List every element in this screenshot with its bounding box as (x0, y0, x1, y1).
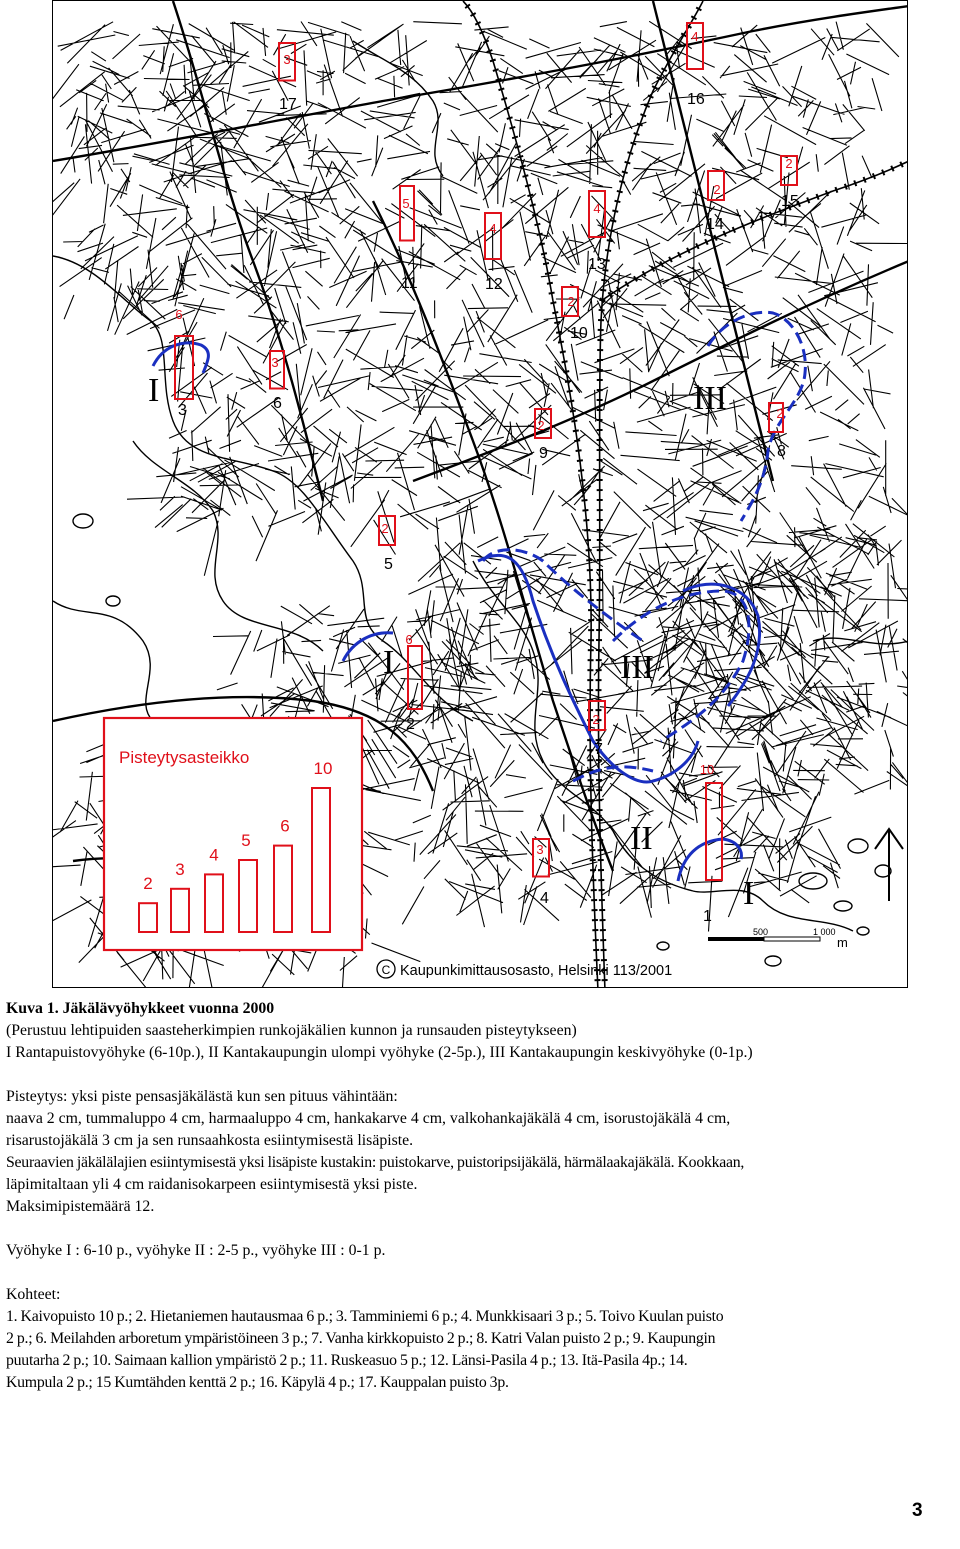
scoring-line-1: naava 2 cm, tummaluppo 4 cm, harmaaluppo 4 cm, hankakarve 4 cm, valkohankajäkälä 4 cm, isorustojäkälä 4 cm, (6, 1110, 731, 1127)
sites-line-1: 1. Kaivopuisto 10 p.; 2. Hietaniemen hautausmaa 6 p.; 3. Tamminiemi 6 p.; 4. Munkkisaari 3 p.; 5. Toivo Kuulan puisto (6, 1308, 724, 1325)
legend-bar-5 (239, 860, 257, 932)
site-3-number: 3 (178, 402, 187, 419)
site-13 (588, 191, 606, 273)
site-11-marker (400, 186, 414, 241)
site-11-score: 5 (402, 196, 410, 211)
site-17-number: 17 (279, 96, 297, 113)
site-4-number: 4 (540, 890, 549, 907)
zone-label-3: I (743, 875, 755, 912)
copyright-text: Kaupunkimittausosasto, Helsinki 113/2001 (400, 963, 673, 979)
site-15-score: 2 (785, 156, 793, 171)
caption-title: Kuva 1. Jäkälävyöhykkeet vuonna 2000 (6, 1000, 275, 1017)
site-6-score: 3 (271, 355, 279, 370)
site-6-number: 6 (273, 395, 282, 412)
site-4-score: 3 (536, 842, 544, 857)
site-13-number: 13 (588, 256, 606, 273)
zone-label-2: I (383, 644, 395, 681)
site-12 (485, 213, 503, 293)
site-8-score: 2 (776, 406, 784, 421)
legend-label-5: 5 (241, 831, 251, 850)
site-14 (706, 171, 724, 233)
site-9-score: 2 (537, 418, 545, 433)
max-line: Maksimipistemäärä 12. (6, 1198, 155, 1215)
zone-label-4: II (630, 820, 653, 857)
figure-caption (6, 998, 956, 1394)
zone-label-5: III (693, 380, 727, 417)
legend-label-10: 10 (313, 759, 333, 778)
site-5-score: 2 (381, 521, 389, 536)
scale-bar-black (708, 937, 764, 941)
site-6 (270, 351, 284, 412)
legend-label-2: 2 (143, 874, 153, 894)
site-13-score: 4 (593, 201, 601, 216)
site-16-score: 4 (691, 29, 699, 44)
sites-line-4: Kumpula 2 p.; 15 Kumtähden kenttä 2 p.; 16. Käpylä 4 p.; 17. Kauppalan puisto 3p. (6, 1374, 509, 1391)
site-9 (535, 409, 551, 462)
site-1-score: 10 (699, 762, 715, 777)
scoring-intro: Pisteytys: yksi piste pensasjäkälästä kun sen pituus vähintään: (6, 1088, 398, 1105)
score-legend (104, 718, 362, 950)
legend-bar-10 (312, 788, 330, 932)
site-16-number: 16 (687, 91, 705, 108)
sites-line-2: 2 p.; 6. Meilahden arboretum ympäristöineen 3 p.; 7. Vanha kirkkopuisto 2 p.; 8. Katri Valan puisto 2 p.; 9. Kaupungin (6, 1330, 716, 1347)
scoring-line-2: risarustojäkälä 3 cm ja sen runsaahkosta esiintymisestä lisäpiste. (6, 1132, 414, 1149)
sites-heading: Kohteet: (6, 1286, 61, 1303)
site-15-number: 15 (781, 193, 799, 210)
site-11 (400, 186, 418, 292)
site-7-number: 7 (594, 741, 603, 758)
sites-line-3: puutarha 2 p.; 10. Saimaan kallion ympäristö 2 p.; 11. Ruskeasuo 5 p.; 12. Länsi-Pasila 4 p.; 13. Itä-Pasila 4p.; 14. (6, 1352, 688, 1369)
site-12-number: 12 (485, 276, 503, 293)
site-3-score: 6 (175, 307, 183, 322)
zones-points: Vyöhyke I : 6-10 p., vyöhyke II : 2-5 p., vyöhyke III : 0-1 p. (6, 1242, 386, 1259)
site-9-number: 9 (539, 445, 548, 462)
site-2-number: 2 (406, 716, 415, 733)
legend-bar-3 (171, 889, 189, 932)
site-17-score: 3 (283, 52, 291, 67)
copyright-notice (377, 960, 672, 979)
scale-bar (708, 927, 848, 950)
site-11-number: 11 (401, 275, 418, 292)
legend-title: Pisteytysasteikko (119, 748, 250, 767)
scale-bar-white (764, 937, 820, 941)
site-7-score: 2 (592, 712, 600, 727)
site-4 (533, 839, 549, 907)
site-2 (405, 632, 422, 733)
page-number: 3 (912, 1500, 923, 1521)
caption-subtitle: (Perustuu lehtipuiden saasteherkimpien runkojäkälien kunnon ja runsauden pisteytykseen) (6, 1022, 577, 1039)
map-canvas (53, 1, 908, 988)
copyright-symbol: C (381, 963, 391, 977)
site-2-marker (408, 646, 422, 709)
zone-label-6: III (620, 649, 654, 686)
legend-bar-6 (274, 846, 292, 932)
site-2-score: 6 (405, 632, 413, 647)
site-5 (379, 516, 395, 573)
site-15 (781, 156, 799, 210)
legend-label-3: 3 (175, 859, 185, 879)
site-8-number: 8 (777, 443, 786, 460)
scale-unit: m (837, 935, 848, 950)
site-16 (687, 23, 705, 108)
legend-label-4: 4 (209, 845, 219, 865)
scale-tick-500: 500 (753, 927, 769, 937)
site-10-score: 2 (567, 294, 575, 309)
extra-line-2: läpimitaltaan yli 4 cm raidanisokarpeen esiintymisestä yksi piste. (6, 1176, 418, 1193)
legend-bar-2 (139, 903, 157, 932)
legend-label-6: 6 (280, 816, 290, 836)
site-10-number: 10 (570, 325, 588, 342)
caption-zones: I Rantapuistovyöhyke (6-10p.), II Kantakaupungin ulompi vyöhyke (2-5p.), III Kantakaupungin keskivyöhyke (0-1p.) (6, 1044, 753, 1061)
site-12-score: 4 (489, 221, 497, 236)
extra-line-1: Seuraavien jäkälälajien esiintymisestä yksi lisäpiste kustakin: puistokarve, puistoripsijäkälä, härmälaakajäkälä. Kookkaan, (6, 1154, 745, 1171)
site-14-score: 2 (713, 182, 721, 197)
map (52, 0, 908, 988)
legend-bar-4 (205, 874, 223, 932)
scale-tick-1000: 1 000 (813, 927, 836, 937)
site-5-number: 5 (384, 556, 393, 573)
zone-label-1: I (148, 372, 160, 409)
site-14-number: 14 (706, 216, 724, 233)
site-1-number: 1 (703, 908, 712, 925)
